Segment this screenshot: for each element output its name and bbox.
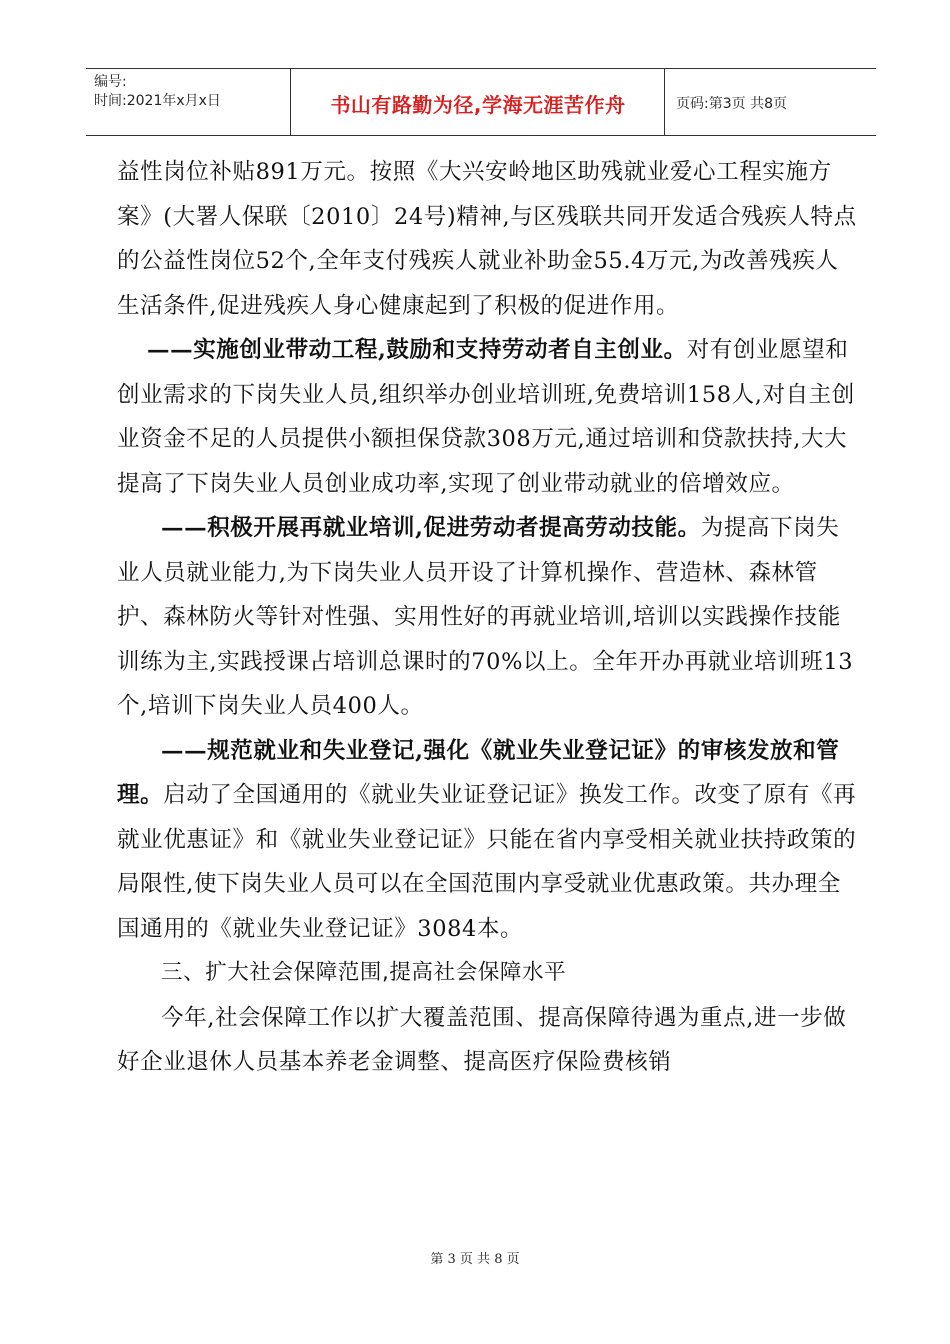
paragraph-3: [117, 506, 857, 729]
paragraph-2-lead: ——实施创业带动工程,鼓励和支持劳动者自主创业。: [147, 337, 687, 363]
document-number-label: 编号:: [94, 74, 127, 90]
paragraph-1: 益性岗位补贴891万元。按照《大兴安岭地区助残就业爱心工程实施方案》(大署人保联〔2010〕24号)精神,与区残联共同开发适合残疾人特点的公益性岗位52个,全年支付残疾人就业补助金55.4万元,为改善残疾人生活条件,促进残疾人身心健康起到了积极的促进作用。: [117, 159, 857, 319]
document-time-label: 时间:2021年x月x日: [94, 93, 221, 109]
document-body: [117, 150, 857, 1085]
paragraph-3-lead: ——积极开展再就业培训,促进劳动者提高劳动技能。: [161, 515, 701, 541]
page-footer: 第 3 页 共 8 页: [430, 1252, 520, 1267]
section-3-heading: 三、扩大社会保障范围,提高社会保障水平: [161, 960, 567, 985]
header-divider: [290, 69, 291, 135]
header-divider: [664, 69, 665, 135]
paragraph-5: 今年,社会保障工作以扩大覆盖范围、提高保障待遇为重点,进一步做好企业退休人员基本养老金调整、提高医疗保险费核销: [117, 1004, 847, 1075]
paragraph-3-text: 为提高下岗失业人员就业能力,为下岗失业人员开设了计算机操作、营造林、森林管护、森林防火等针对性强、实用性好的再就业培训,培训以实践操作技能训练为主,实践授课占培训总课时的70%以上。全年开办再就业培训班13个,培训下岗失业人员400人。: [117, 515, 854, 719]
header-meta: [94, 73, 290, 111]
paragraph-2: [117, 328, 857, 506]
paragraph-4-lead: ——规范就业和失业登记,强化《就业失业登记证》的审核发放和管理。: [117, 737, 840, 808]
header-page-info: 页码:第3页 共8页: [676, 96, 787, 112]
paragraph-2-text: 对有创业愿望和创业需求的下岗失业人员,组织举办创业培训班,免费培训158人,对自主创业资金不足的人员提供小额担保贷款308万元,通过培训和贷款扶持,大大提高了下岗失业人员创业成功率,实现了创业带动就业的倍增效应。: [117, 337, 855, 497]
paragraph-4: [117, 729, 857, 952]
header-motto: 书山有路勤为径,学海无涯苦作舟: [330, 93, 626, 117]
paragraph-4-text: 启动了全国通用的《就业失业证登记证》换发工作。改变了原有《再就业优惠证》和《就业失业登记证》只能在省内享受相关就业扶持政策的局限性,使下岗失业人员可以在全国范围内享受就业优惠政策。共办理全国通用的《就业失业登记证》3084本。: [117, 782, 857, 942]
page-header: [86, 68, 876, 136]
